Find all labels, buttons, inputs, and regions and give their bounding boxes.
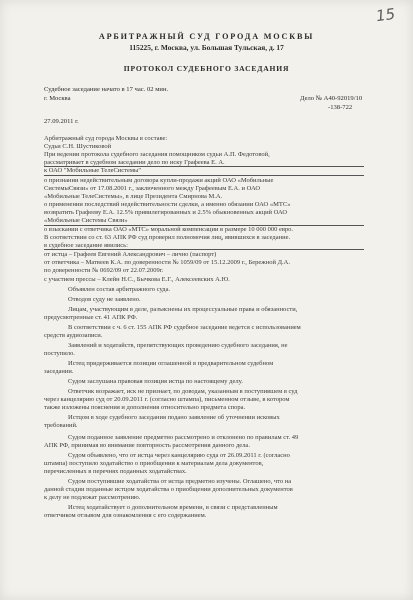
protocol-line: о признании недействительным договора купли-продажи акций ОАО «Мобильные xyxy=(44,177,274,184)
court-name: АРБИТРАЖНЫЙ СУД ГОРОДА МОСКВЫ xyxy=(98,32,315,41)
protocol-line: возвратить Графееву Е.А. 12.5% привилегированных и 2.5% обыкновенных акций ОАО xyxy=(44,209,288,216)
protocol-line: данной стадии поданные истцом ходатайства о приобщении дополнительных документов xyxy=(44,486,293,493)
protocol-line: Истец придерживается позиции оглашенной в предварительном судебном xyxy=(68,360,274,367)
protocol-line: ответчиком отзывом для ознакомления с его содержанием. xyxy=(44,512,207,519)
protocol-line: Судом объявлено, что от истца через канцелярию суда от 26.09.2011 г. (согласно xyxy=(68,452,290,459)
case-number-suffix: -138-722 xyxy=(328,104,353,111)
protocol-line: АПК РФ, принимая во внимание повторность рассмотрения данного дела. xyxy=(44,442,250,449)
protocol-line: Заявлений и ходатайств, препятствующих проведению судебного заседания, не xyxy=(68,342,288,349)
protocol-line: Судом поданное заявление предметно рассмотрено и отклонено по правилам ст. 49 xyxy=(68,434,299,441)
protocol-line: Объявлен состав арбитражного суда. xyxy=(68,286,171,293)
protocol-line: СистемыСвязи» от 17.08.2001 г., заключенного между Графеевым Е.А. и ОАО xyxy=(44,185,261,192)
case-number: Дело № А40-92019/10 xyxy=(300,95,363,102)
city: г. Москва xyxy=(44,95,71,102)
separator-line xyxy=(44,175,364,176)
protocol-line: «Мобильные ТелеСистемы», в лице Президента Смирнова М.А. xyxy=(44,193,223,200)
protocol-line: заседании. xyxy=(44,368,74,375)
protocol-line: к ОАО "Мобильные ТелеСистемы" xyxy=(44,167,142,174)
protocol-line: В соответствии со ст. 63 АПК РФ суд проверил полномочия лиц, явившихся в заседание. xyxy=(44,234,291,241)
session-start: Судебное заседание начато в 17 час. 02 мин. xyxy=(44,86,169,93)
protocol-line: средств аудиозаписи. xyxy=(44,332,103,339)
protocol-line: Истцом в ходе судебного заседания подано заявление об уточнении исковых xyxy=(68,414,280,421)
protocol-line: требований. xyxy=(44,422,78,429)
protocol-line: Судом заслушана правовая позиция истца по настоящему делу. xyxy=(68,378,243,385)
protocol-line: Лицам, участвующим в деле, разъяснены их процессуальные права и обязанности, xyxy=(68,306,298,313)
protocol-line: к делу не подлежат рассмотрению. xyxy=(44,494,141,501)
protocol-line: от истца – Графеев Евгений Александрович – лично (паспорт) xyxy=(44,251,217,258)
protocol-line: в судебное заседание явились: xyxy=(44,242,128,249)
protocol-line: Истец ходатайствует о дополнительном времени, в связи с представленным xyxy=(68,504,278,511)
protocol-line: от ответчика – Матвеев К.А. по доверенности № 1059/09 от 15.12.2009 г., Бережной Д.А. xyxy=(44,259,291,266)
protocol-line: При ведении протокола судебного заседания помощником судьи А.П. Федотовой, xyxy=(44,151,270,158)
protocol-line: поступило. xyxy=(44,350,75,357)
session-date: 27.09.2011 г. xyxy=(44,118,79,125)
protocol-line: также изложены пояснения и дополнения относительно предмета спора. xyxy=(44,404,246,411)
protocol-line: с участием прессы – Клейн Н.С., Бычкова Е.Г., Алексеевских А.Ю. xyxy=(44,276,230,283)
protocol-line: перечисленных в перечнях поданных ходатайствах. xyxy=(44,468,187,475)
protocol-line: по доверенности № 0692/09 от 22.07.2009г. xyxy=(44,267,164,274)
handwritten-page-number: 15 xyxy=(374,4,397,26)
protocol-line: штампа) поступило ходатайство о приобщении к материалам дела документов, xyxy=(44,460,264,467)
protocol-line: о применении последствий недействительности сделки, а именно обязании ОАО «МТС» xyxy=(44,201,291,208)
protocol-line: В соответствии с ч. 6 ст. 155 АПК РФ судебное заседание ведется с использованием xyxy=(68,324,301,331)
protocol-line: Отводов суду не заявлено. xyxy=(68,296,141,303)
court-address: 115225, г. Москва, ул. Большая Тульская, д. 17 xyxy=(129,43,284,52)
protocol-line: о взыскании с ответчика ОАО «МТС» моральной компенсации в размере 10 000 000 евро. xyxy=(44,226,294,233)
protocol-line: рассматривает в судебном заседании дело по иску Графеева Е. А. xyxy=(44,159,225,166)
protocol-line: Арбитражный суд города Москвы в составе: xyxy=(44,135,168,142)
protocol-line: Судом поступившие ходатайства от истца предметно изучены. Оглашено, что на xyxy=(68,478,292,485)
protocol-line: предусмотренные ст. 41 АПК РФ. xyxy=(44,314,138,321)
document-title: ПРОТОКОЛ СУДЕБНОГО ЗАСЕДАНИЯ xyxy=(123,64,290,73)
protocol-line: Ответчик возражает, иск не признает, по доводам, указанным в поступившем в суд xyxy=(68,388,298,395)
protocol-line: через канцелярию суд от 20.09.2011 г. (согласно штампа), письменном отзыве, в котором xyxy=(44,396,290,403)
protocol-line: «Мобильные Системы Связи» xyxy=(44,217,128,224)
protocol-line: Судьи С.Н. Шустиковой xyxy=(44,143,112,150)
